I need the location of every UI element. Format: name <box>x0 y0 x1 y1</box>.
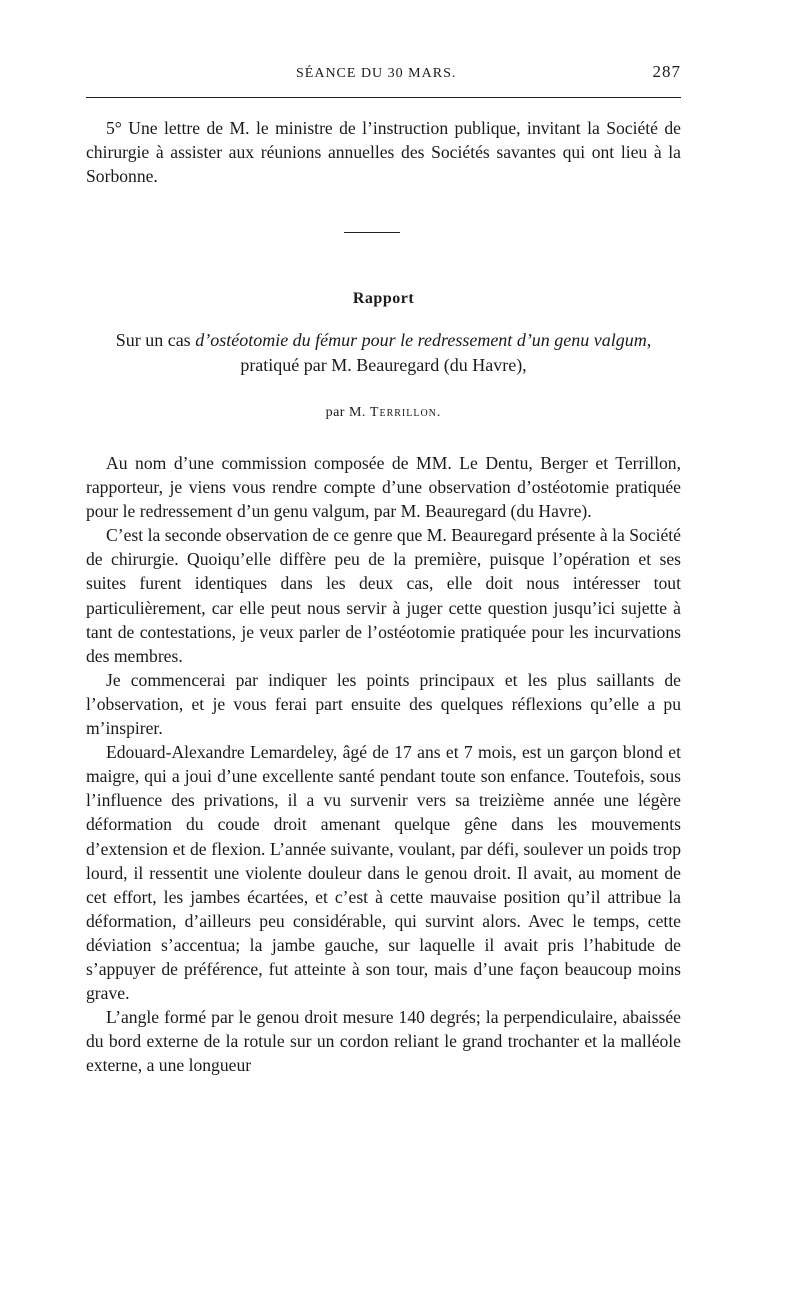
report-heading: Rapport <box>352 290 415 307</box>
intro-block <box>86 116 681 188</box>
report-byline <box>86 405 681 421</box>
body-paragraph: L’angle formé par le genou droit mesure 140 degrés; la perpendiculaire, abaissée du bord externe de la rotule sur un cordon reliant le grand trochanter et la malléole externe, a une longueur <box>86 1007 681 1076</box>
header-rule <box>86 97 681 98</box>
running-head-title: SÉANCE DU 30 MARS. <box>296 66 457 81</box>
subtitle-suffix: pratiqué par M. Beauregard (du Havre), <box>240 355 527 375</box>
section-separator <box>344 232 400 233</box>
running-head <box>86 62 681 84</box>
body-text <box>86 451 681 1077</box>
body-paragraph: Je commencerai par indiquer les points principaux et les plus saillants de l’observation, et je vous ferai part ensuite des quelques réflexions qu’elle a pu m’inspirer. <box>86 669 681 739</box>
subtitle-prefix: Sur un cas <box>115 330 196 350</box>
body-paragraph: Au nom d’une commission composée de MM. Le Dentu, Berger et Terrillon, rapporteur, je viens vous rendre compte d’une observation d’ostéotomie pratiquée pour le redressement d’un genu valgum, par M. Beauregard (du Havre). <box>86 453 681 522</box>
subtitle-italic: d’ostéotomie du fémur pour le redressement d’un genu valgum, <box>195 330 652 350</box>
body-paragraph: C’est la seconde observation de ce genre que M. Beauregard présente à la Société de chirurgie. Quoiqu’elle diffère peu de la première, puisque l’opération et ses suites furent identiques dans les deux cas, elle doit nous intéresser tout particulièrement, car elle peut nous servir à juger cette question jusqu’ici sujette à tant de contestations, je veux parler de l’ostéotomie pratiquée pour les incurvations des membres. <box>86 525 681 666</box>
page-number: 287 <box>652 62 681 81</box>
byline-author: Terrillon. <box>369 405 442 420</box>
byline-prefix: par M. <box>325 405 370 420</box>
intro-paragraph: 5° Une lettre de M. le ministre de l’instruction publique, invitant la Société de chirurgie à assister aux réunions annuelles des Sociétés savantes qui ont lieu à la Sorbonne. <box>86 118 681 187</box>
report-subtitle <box>86 328 681 378</box>
body-paragraph: Edouard-Alexandre Lemardeley, âgé de 17 ans et 7 mois, est un garçon blond et maigre, qui a joui d’une excellente santé pendant toute son enfance. Toutefois, sous l’influence des privations, il a vu survenir vers sa treizième année une légère déformation du coude droit amenant quelque gêne dans les mouvements d’extension et de flexion. L’année suivante, voulant, par défi, soulever un poids trop lourd, il ressentit une violente douleur dans le genou droit. Il avait, au moment de cet effort, les jambes écartées, et c’est à cette mauvaise position qu’il attribue la déformation, d’ailleurs peu considérable, qui survint alors. Avec le temps, cette déviation s’accentua; la jambe gauche, sur laquelle il avait pris l’habitude de s’appuyer de préférence, fut atteinte à son tour, mais d’une façon beaucoup moins grave. <box>86 742 681 1004</box>
